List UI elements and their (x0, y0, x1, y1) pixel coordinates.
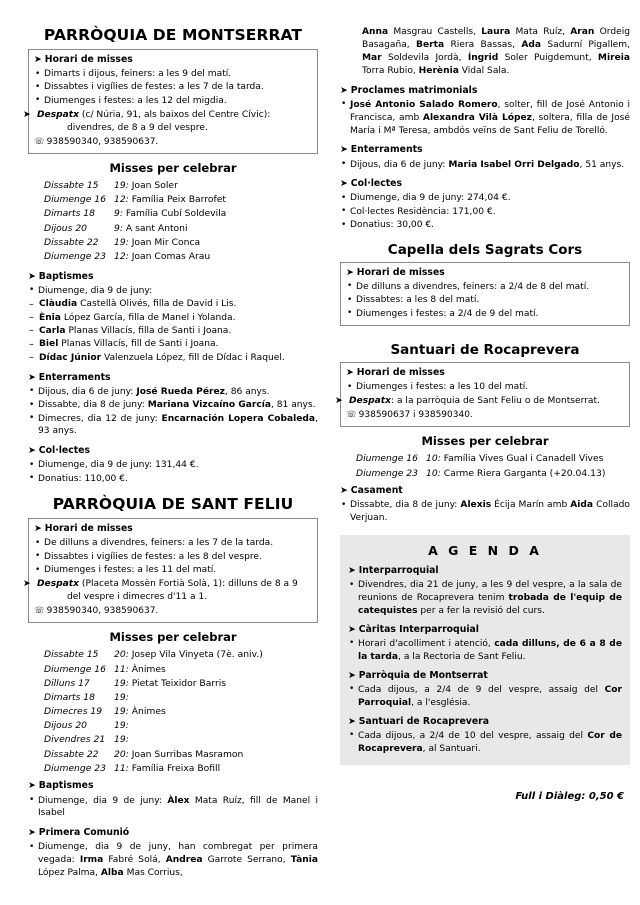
marriage-banns-block (340, 85, 630, 138)
telephone-icon: ☏ (34, 136, 45, 147)
schedule-box-sant-feliu (23, 518, 318, 623)
arrow-bullet-icon: ➤ (28, 827, 36, 839)
mass-intent: 9: A sant Antoni (114, 222, 188, 234)
agenda-sections (348, 565, 622, 755)
table-row (340, 452, 630, 466)
sanctuary-title-rocaprevera: Santuari de Rocaprevera (390, 342, 580, 358)
mass-intent: 19: Pietat Teixidor Barris (114, 677, 227, 689)
table-row (28, 648, 318, 662)
wedding-list (340, 499, 630, 525)
first-communion-continued: Anna Masgrau Castells, Laura Mata Ruíz, Aran Ordeig Basagaña, Berta Riera Bassas, Ada Sadurní Pigallem, Mar Soldevila Jordà, Íngrid Soler Puigdemunt, Mireia Torra Rubio, Herènia Vidal Sala. (362, 27, 631, 76)
section-heading-horari-misses-sagrats-cors: ➤ Horari de misses (346, 266, 445, 278)
agenda-section-heading: ➤ Parròquia de Montserrat (348, 669, 488, 681)
mass-day: Dissabte 15 (44, 649, 99, 661)
arrow-bullet-icon: ➤ (348, 565, 356, 577)
list-item: • Diumenge, dia 9 de juny: (28, 285, 318, 298)
mass-day: Dimarts 18 (44, 208, 95, 220)
table-row (28, 235, 318, 249)
mass-day: Dimarts 18 (44, 691, 95, 703)
chapel-title-sagrats-cors: Capella dels Sagrats Cors (387, 241, 583, 258)
section-heading-collectes-montserrat: ➤ Col·lectes (28, 445, 91, 457)
list-item: • Dissabtes: a les 8 del matí. (346, 294, 624, 307)
table-row (28, 733, 318, 747)
list-item: • De dilluns a divendres, feiners: a 2/4 de 8 del matí. (346, 281, 624, 294)
list-item: • Dimecres, dia 12 de juny: Encarnación Lopera Cobaleda, 93 anys. (28, 413, 318, 439)
right-column (335, 26, 631, 887)
list-item: • Horari d'acolliment i atenció, cada dilluns, de 6 a 8 de la tarda, a la Rectoria de Sant Feliu. (348, 638, 622, 664)
list-item: • Diumenges i festes: a les 10 del matí. (346, 381, 624, 394)
mass-day: Diumenge 16 (44, 663, 106, 675)
first-communion-block (28, 827, 318, 880)
list-item: • Diumenge, dia 9 de juny: 274,04 €. (340, 192, 630, 205)
list-item: • Diumenge, dia 9 de juny, han combregat per primera vegada: Irma Fabré Solá, Andrea Garrote Serrano, Tània López Palma, Alba Mas Corrius, (28, 841, 318, 880)
table-row (28, 221, 318, 235)
mass-intent: 19: (114, 734, 129, 746)
mass-day: Dijous 20 (44, 222, 88, 234)
mass-intent: 10: Família Vives Gual i Canadell Vives (426, 453, 604, 465)
arrow-bullet-icon: ➤ (34, 54, 42, 65)
baptisms-block-montserrat (28, 271, 318, 365)
arrow-bullet-icon: ➤ (28, 371, 36, 383)
section-heading-horari-misses-montserrat: ➤ Horari de misses (34, 54, 133, 65)
section-heading-horari-misses-rocaprevera: ➤ Horari de misses (346, 367, 445, 378)
arrow-bullet-icon: ➤ (346, 266, 354, 278)
list-item: • De dilluns a divendres, feiners: a les 7 de la tarda. (34, 537, 312, 550)
burials-block-montserrat (28, 372, 318, 439)
table-row (28, 662, 318, 676)
arrow-bullet-icon: ➤ (34, 523, 42, 535)
spacer (340, 333, 630, 342)
arrow-bullet-icon: ➤ (340, 84, 348, 96)
list-item: • Dissabtes i vigílies de festes: a les 8 del vespre. (34, 551, 312, 564)
baptisms-list-sant-feliu (28, 795, 318, 821)
schedule-box-montserrat (23, 49, 318, 154)
mass-day: Dijous 20 (44, 720, 88, 732)
mass-day: Diumenge 16 (356, 453, 418, 465)
agenda-panel (340, 535, 630, 765)
arrow-bullet-icon: ➤ (28, 780, 36, 792)
list-item: – Dídac Júnior Valenzuela López, fill de Dídac i Raquel. (28, 352, 318, 365)
table-row (28, 704, 318, 718)
collections-list-sant-feliu (340, 192, 630, 232)
office-info-rocaprevera: ➤ Despatx: a la parròquia de Sant Feliu o de Montserrat. (335, 395, 600, 406)
masses-title-montserrat: Misses per celebrar (109, 160, 237, 175)
list-item: • Col·lectes Residència: 171,00 €. (340, 206, 630, 219)
office-hours-montserrat: ➤ Despatx (c/ Núria, 91, als baixos del Centre Cívic): divendres, de 8 a 9 del vespre. (23, 109, 271, 133)
masses-table-sant-feliu (28, 648, 318, 776)
mass-day: Dissabte 22 (44, 236, 99, 248)
mass-intent: 20: Josep Vila Vinyeta (7è. aniv.) (114, 649, 263, 661)
arrow-bullet-icon: ➤ (346, 367, 354, 378)
baptisms-people-montserrat (28, 298, 318, 365)
agenda-section-list (348, 638, 622, 664)
mass-day: Dilluns 17 (44, 677, 90, 689)
list-item: • José Antonio Salado Romero, solter, fill de José Antonio i Francisca, amb Alexandra Vilà López, soltera, filla de José María i Mª Teresa, ambdós veïns de Sant Feliu de Torelló. (340, 99, 630, 138)
mass-day: Divendres 21 (44, 734, 106, 746)
masses-title-rocaprevera: Misses per celebrar (421, 433, 549, 448)
spacer (28, 486, 318, 495)
mass-day: Diumenge 23 (44, 762, 106, 774)
mass-day: Dissabte 15 (44, 180, 99, 192)
arrow-bullet-icon: ➤ (348, 669, 356, 681)
section-heading-enterraments-sant-feliu: ➤ Enterraments (340, 144, 423, 156)
mass-intent: 9: Família Cubí Soldevila (114, 208, 227, 220)
collections-list-montserrat (28, 459, 318, 485)
agenda-section-heading: ➤ Interparroquial (348, 565, 439, 577)
masses-table-body (28, 648, 318, 776)
masses-table-montserrat (28, 179, 318, 264)
baptisms-list-montserrat (28, 285, 318, 298)
burials-block-sant-feliu (340, 144, 630, 171)
burials-list-montserrat (28, 386, 318, 439)
schedule-list-montserrat (34, 68, 312, 108)
arrow-bullet-icon: ➤ (28, 270, 36, 282)
masses-table-rocaprevera (340, 452, 630, 480)
agenda-section-heading: ➤ Càritas Interparroquial (348, 623, 479, 635)
agenda-section-list (348, 730, 622, 756)
schedule-list-sant-feliu (34, 537, 312, 577)
marriage-banns-list (340, 99, 630, 138)
table-row (340, 466, 630, 480)
telephone-icon: ☏ (34, 605, 45, 616)
section-heading-proclames-matrimonials: ➤ Proclames matrimonials (340, 84, 478, 96)
telephone-icon: ☏ (346, 409, 357, 420)
mass-day: Dimecres 19 (44, 706, 103, 718)
list-item: • Dissabte, dia 8 de juny: Mariana Vizcaíno García, 81 anys. (28, 399, 318, 412)
section-heading-collectes-sant-feliu: ➤ Col·lectes (340, 178, 403, 190)
list-item: • Dimarts i dijous, feiners: a les 9 del matí. (34, 68, 312, 81)
collections-block-montserrat (28, 445, 318, 485)
phone-numbers-rocaprevera: ☏ 938590637 i 938590340. (346, 409, 473, 420)
list-item: • Divendres, dia 21 de juny, a les 9 del vespre, a la sala de reunions de Rocaprevera tenim trobada de l'equip de catequistes per a fer la revisió del curs. (348, 579, 622, 618)
arrow-bullet-icon: ➤ (28, 445, 36, 457)
schedule-list-rocaprevera (346, 381, 624, 394)
list-item: • Dijous, dia 6 de juny: José Rueda Pérez, 86 anys. (28, 386, 318, 399)
table-row (28, 193, 318, 207)
mass-intent: 19: Ànimes (114, 706, 166, 718)
mass-intent: 19: Joan Soler (114, 180, 178, 192)
table-row (28, 179, 318, 193)
mass-intent: 19: (114, 720, 129, 732)
list-item: • Dissabte, dia 8 de juny: Alexis Écija Marín amb Aida Collado Verjuan. (340, 499, 630, 525)
list-item: • Diumenges i festes: a les 11 del matí. (34, 564, 312, 577)
mass-intent: 11: Ànimes (114, 663, 166, 675)
schedule-box-rocaprevera (335, 362, 630, 427)
section-heading-baptismes-sant-feliu: ➤ Baptismes (28, 780, 94, 792)
left-column (23, 26, 319, 887)
list-item: • Dijous, dia 6 de juny: Maria Isabel Orri Delgado, 51 anys. (340, 159, 630, 172)
masses-table-body (28, 179, 318, 264)
list-item: • Diumenge, dia 9 de juny: Àlex Mata Ruíz, fill de Manel i Isabel (28, 795, 318, 821)
mass-intent: 11: Família Freixa Bofill (114, 762, 221, 774)
wedding-block (340, 485, 630, 525)
table-row (28, 719, 318, 733)
bulletin-price: Full i Diàleg: 0,50 € (515, 791, 624, 803)
agenda-section-list (348, 684, 622, 710)
mass-intent: 10: Carme Riera Garganta (+20.04.13) (426, 467, 606, 479)
section-heading-horari-misses-sant-feliu: ➤ Horari de misses (34, 523, 133, 535)
mass-intent: 12: Joan Comas Arau (114, 251, 211, 263)
collections-block-sant-feliu (340, 178, 630, 232)
list-item: • Dissabtes i vigílies de festes: a les 7 de la tarda. (34, 81, 312, 94)
section-heading-enterraments-montserrat: ➤ Enterraments (28, 371, 111, 383)
office-hours-sant-feliu: ➤ Despatx (Placeta Mossèn Fortià Solà, 1): dilluns de 8 a 9 del vespre i dimecres d'11 a 1. (23, 579, 298, 602)
section-heading-baptismes-montserrat: ➤ Baptismes (28, 270, 94, 282)
section-heading-primera-comunio: ➤ Primera Comunió (28, 827, 130, 839)
masses-title-sant-feliu: Misses per celebrar (109, 629, 237, 644)
baptisms-block-sant-feliu (28, 780, 318, 820)
mass-intent: 20: Joan Surribas Masramon (114, 748, 244, 760)
spacer (340, 233, 630, 242)
arrow-bullet-icon: ➤ (348, 715, 356, 727)
list-item: • Diumenges i festes: a les 12 del migdia. (34, 95, 312, 108)
list-item: – Ènia López García, filla de Manel i Yolanda. (28, 312, 318, 325)
arrow-bullet-icon: ➤ (340, 485, 348, 497)
page-title-sant-feliu: PARRÒQUIA DE SANT FELIU (52, 495, 294, 514)
agenda-title: A G E N D A (428, 543, 542, 559)
mass-day: Diumenge 23 (356, 467, 418, 479)
masses-table-body (340, 452, 630, 480)
arrow-bullet-icon: ➤ (348, 623, 356, 635)
schedule-box-sagrats-cors (340, 262, 630, 326)
phone-numbers-montserrat: ☏ 938590340, 938590637. (34, 136, 159, 147)
section-heading-casament: ➤ Casament (340, 485, 403, 497)
list-item: • Cada dijous, a 2/4 de 9 del vespre, assaig del Cor Parroquial, a l'església. (348, 684, 622, 710)
mass-day: Dissabte 22 (44, 748, 99, 760)
table-row (28, 207, 318, 221)
table-row (28, 761, 318, 775)
list-item: – Carla Planas Villacís, filla de Santi i Joana. (28, 325, 318, 338)
mass-intent: 19: Joan Mir Conca (114, 236, 201, 248)
list-item: • Cada dijous, a 2/4 de 10 del vespre, assaig del Cor de Rocaprevera, al Santuari. (348, 730, 622, 756)
list-item: • Diumenges i festes: a 2/4 de 9 del matí. (346, 308, 624, 321)
agenda-section-list (348, 579, 622, 618)
table-row (28, 249, 318, 263)
first-communion-list (28, 841, 318, 880)
burials-list-sant-feliu (340, 159, 630, 172)
mass-day: Diumenge 23 (44, 251, 106, 263)
table-row (28, 747, 318, 761)
list-item: – Clàudia Castellà Olivés, filla de David i Lis. (28, 298, 318, 311)
mass-intent: 12: Família Peix Barrofet (114, 194, 226, 206)
arrow-bullet-icon: ➤ (340, 144, 348, 156)
arrow-bullet-icon: ➤ (340, 178, 348, 190)
mass-day: Diumenge 16 (44, 194, 106, 206)
table-row (28, 690, 318, 704)
table-row (28, 676, 318, 690)
agenda-section-heading: ➤ Santuari de Rocaprevera (348, 715, 490, 727)
list-item: – Biel Planas Villacís, fill de Santi i Joana. (28, 338, 318, 351)
mass-intent: 19: (114, 691, 129, 703)
list-item: • Diumenge, dia 9 de juny: 131,44 €. (28, 459, 318, 472)
list-item: • Donatius: 30,00 €. (340, 219, 630, 232)
phone-numbers-sant-feliu: ☏ 938590340, 938590637. (34, 605, 159, 616)
page-title-montserrat: PARRÒQUIA DE MONTSERRAT (43, 26, 303, 44)
schedule-list-sagrats-cors (346, 281, 624, 321)
list-item: • Donatius: 110,00 €. (28, 473, 318, 486)
